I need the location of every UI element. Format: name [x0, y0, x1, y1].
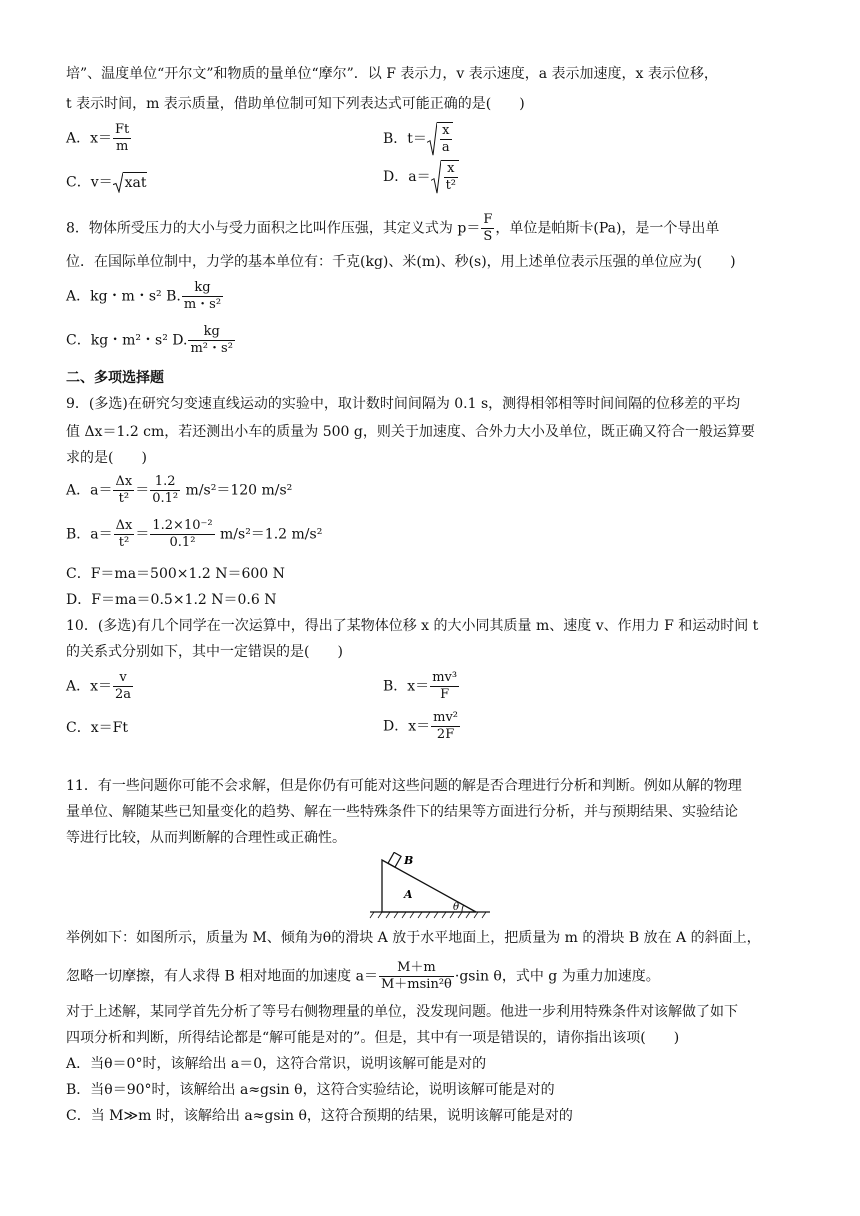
- q9-option-b-denominator-2: 0.1²: [169, 535, 196, 550]
- q9-option-a-label: A．a＝: [66, 482, 113, 499]
- q11-example-line-2: [66, 960, 660, 993]
- q7-option-d-denominator: t²: [445, 178, 457, 193]
- q8-denominator: S: [483, 229, 493, 244]
- incline-wedge-figure: [368, 852, 492, 922]
- q9-stem-line-3: 求的是( ): [66, 450, 147, 466]
- q7-stem-line-2: t 表示时间，m 表示质量，借助单位制可知下列表达式可能正确的是( ): [66, 96, 525, 112]
- q8-option-d-label: D.: [172, 332, 188, 349]
- label-b: B: [404, 854, 414, 867]
- q10-option-a-denominator: 2a: [115, 687, 132, 702]
- block-b: [388, 852, 401, 867]
- q8-option-d-numerator: kg: [188, 324, 234, 341]
- label-theta: θ: [453, 902, 460, 913]
- q10-option-d-label: D．x＝: [383, 718, 431, 735]
- ground-hatching: [370, 912, 486, 918]
- q9-stem-line-2: 值 Δx＝1.2 cm，若还测出小车的质量为 500 g，则关于加速度、合外力大小及单位，既正确又符合一般运算要: [66, 424, 755, 440]
- q8-option-d-denominator: m²・s²: [190, 341, 233, 356]
- q10-option-b-denominator: F: [440, 687, 450, 702]
- q8-stem-line-2: 位．在国际单位制中，力学的基本单位有：千克(kg)、米(m)、秒(s)，用上述单位表示压强的单位应为( ): [66, 254, 736, 270]
- q11-example-text: 忽略一切摩擦，有人求得 B 相对地面的加速度 a＝: [66, 968, 378, 985]
- q10-option-b-numerator: mv³: [432, 670, 458, 685]
- q8-pressure-fraction: [481, 212, 494, 245]
- q7-option-c: [66, 172, 147, 193]
- q11-analysis-line-1: 对于上述解，某同学首先分析了等号右侧物理量的单位，没发现问题。他进一步利用特殊条件对该解做了如下: [66, 1004, 738, 1020]
- q7-option-d-label: D．a＝: [383, 169, 431, 185]
- q9-option-b: B．a＝ $\frac{\Delta x}{\text{t²}}$ ＝ $\frac{\text{1.2×10⁻²}}{\text{0.1²}}$ m/s²＝1.2 m/s²: [66, 518, 323, 550]
- q9-option-d: D．F＝ma＝0.5×1.2 N＝0.6 N: [66, 592, 277, 608]
- q7-option-c-label: C．v＝: [66, 174, 113, 191]
- q8-option-a: A．kg・m・s²: [66, 288, 162, 305]
- q10-option-a-numerator: v: [113, 670, 133, 687]
- q9-option-b-label: B．a＝: [66, 526, 113, 543]
- q11-option-b: B．当θ＝90°时，该解给出 a≈gsin θ，这符合实验结论，说明该解可能是对的: [66, 1082, 555, 1098]
- q8-option-b-label: B.: [166, 288, 181, 305]
- q8-option-b-fraction: [182, 280, 223, 313]
- q7-option-a-fraction: [113, 122, 131, 155]
- q7-option-c-radicand: xat: [123, 172, 147, 193]
- q11-option-a: A．当θ＝0°时，该解给出 a＝0，这符合常识，说明该解可能是对的: [66, 1056, 487, 1072]
- q11-stem-line-2: 量单位、解随某些已知量变化的趋势、解在一些特殊条件下的结果等方面进行分析，并与预期结果、实验结论: [66, 804, 738, 820]
- q7-option-c-sqrt: [113, 172, 147, 193]
- q8-stem-text: 8．物体所受压力的大小与受力面积之比叫作压强，其定义式为 p＝: [66, 220, 481, 237]
- section-heading: 二、多项选择题: [66, 370, 164, 386]
- q9-option-a: A．a＝ $\frac{\Delta x}{\text{t²}}$ ＝ $\frac{1.2}{\text{0.1²}}$ m/s²＝120 m/s²: [66, 474, 293, 506]
- q9-option-a-denominator-2: 0.1²: [152, 491, 179, 506]
- q9-option-a-result: m/s²＝120 m/s²: [185, 482, 293, 499]
- q11-example-line-1: 举例如下：如图所示，质量为 M、倾角为θ的滑块 A 放于水平地面上，把质量为 m 的滑块 B 放在 A 的斜面上，: [66, 930, 761, 946]
- q9-option-b-denominator-1: t²: [118, 535, 130, 550]
- q7-option-a-numerator: Ft: [115, 122, 130, 137]
- q9-option-b-numerator-1: Δx: [115, 518, 133, 533]
- angle-arc: [462, 905, 464, 912]
- q11-stem-line-3: 等进行比较，从而判断解的合理性或正确性。: [66, 830, 346, 846]
- q10-stem-line-2: 的关系式分别如下，其中一定错误的是( ): [66, 644, 343, 660]
- radical-sign-icon: [431, 160, 441, 194]
- q8-stem-text-tail: ，单位是帕斯卡(Pa)，是一个导出单: [495, 220, 720, 237]
- label-a: A: [404, 888, 413, 901]
- q11-option-c: C．当 M≫m 时，该解给出 a≈gsin θ，这符合预期的结果，说明该解可能是对的: [66, 1108, 573, 1124]
- q10-option-b: [383, 670, 460, 703]
- q10-option-b-label: B．x＝: [383, 678, 430, 695]
- q7-stem-line-1: 培”、温度单位“开尔文”和物质的量单位“摩尔”．以 F 表示力，v 表示速度，a 表示加速度，x 表示位移，: [66, 66, 718, 82]
- q11-denominator: M＋msin²θ: [380, 977, 452, 992]
- q10-option-d-denominator: 2F: [436, 727, 455, 742]
- q9-option-a-numerator-2: 1.2: [150, 474, 180, 491]
- q8-numerator: F: [483, 212, 493, 227]
- q7-option-a: [66, 122, 132, 155]
- q9-option-a-numerator-1: Δx: [115, 474, 133, 489]
- q7-option-b-sqrt: [427, 122, 453, 156]
- q8-option-d-fraction: [188, 324, 234, 357]
- q10-option-a: [66, 670, 134, 703]
- q10-option-d-numerator: mv²: [433, 710, 459, 725]
- q7-option-b: [383, 122, 453, 156]
- radical-sign-icon: [427, 122, 437, 156]
- q8-option-b-numerator: kg: [182, 280, 223, 297]
- q11-analysis-line-2: 四项分析和判断，所得结论都是“解可能是对的”。但是，其中有一项是错误的，请你指出该项( ): [66, 1030, 680, 1046]
- q11-acceleration-fraction: [379, 960, 454, 993]
- q10-stem-line-1: 10．(多选)有几个同学在一次运算中，得出了某物体位移 x 的大小同其质量 m、速度 v、作用力 F 和运动时间 t: [66, 618, 759, 634]
- q7-option-d-sqrt: [431, 160, 459, 194]
- q11-numerator: M＋m: [379, 960, 454, 977]
- q11-stem-line-1: 11．有一些问题你可能不会求解，但是你仍有可能对这些问题的解是否合理进行分析和判断。例如从解的物理: [66, 778, 742, 794]
- q7-option-b-numerator: x: [440, 123, 452, 140]
- q9-option-b-result: m/s²＝1.2 m/s²: [220, 526, 323, 543]
- q9-option-a-denominator-1: t²: [118, 491, 130, 506]
- q9-stem-line-1: 9．(多选)在研究匀变速直线运动的实验中，取计数时间间隔为 0.1 s，测得相邻相等时间间隔的位移差的平均: [66, 396, 741, 412]
- q10-option-a-label: A．x＝: [66, 678, 113, 695]
- q8-options-cd: [66, 324, 236, 357]
- q7-option-b-label: B．t＝: [383, 131, 427, 147]
- q11-example-text-tail: ·gsin θ，式中 g 为重力加速度。: [454, 968, 660, 985]
- q9-option-b-numerator-2: 1.2×10⁻²: [152, 518, 213, 533]
- radical-sign-icon: [113, 172, 123, 193]
- q8-stem-line-1: [66, 212, 719, 245]
- q7-option-d: [383, 160, 459, 194]
- q8-options-ab: [66, 280, 224, 313]
- q8-option-b-denominator: m・s²: [183, 297, 222, 312]
- q7-option-a-label: A．x＝: [66, 130, 113, 147]
- q7-option-b-denominator: a: [441, 140, 450, 155]
- q10-option-c: C．x＝Ft: [66, 720, 128, 736]
- q10-option-d: [383, 710, 461, 743]
- q8-option-c: C．kg・m²・s²: [66, 332, 168, 349]
- q7-option-d-numerator: x: [444, 161, 458, 178]
- q7-option-a-denominator: m: [115, 139, 129, 154]
- wedge-a: [382, 860, 476, 912]
- q9-option-c: C．F＝ma＝500×1.2 N＝600 N: [66, 566, 285, 582]
